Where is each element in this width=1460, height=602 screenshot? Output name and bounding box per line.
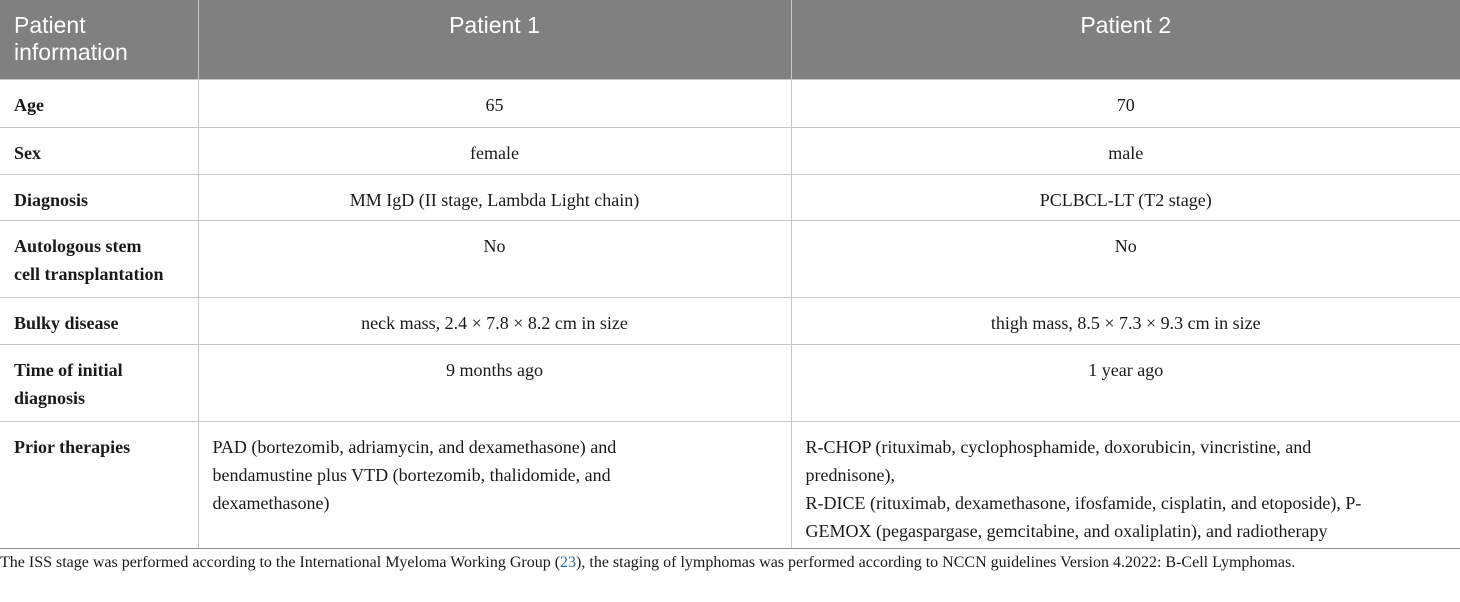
value-line: R-CHOP (rituximab, cyclophosphamide, doxorubicin, vincristine, and xyxy=(805,436,1312,457)
row-label-line: Prior therapies xyxy=(14,436,131,457)
table-header-row xyxy=(0,0,1460,79)
table-row-time-of-initial-diagnosis xyxy=(0,344,1460,421)
table-row-bulky-disease xyxy=(0,297,1460,344)
header-patient-2: Patient 2 xyxy=(791,0,1460,79)
patient-2-value xyxy=(791,79,1460,127)
patient-1-value xyxy=(198,297,791,344)
row-label-line: cell transplantation xyxy=(14,263,164,284)
value-line: bendamustine plus VTD (bortezomib, thalidomide, and xyxy=(212,464,611,485)
patient-1-value xyxy=(198,344,791,421)
patient-2-value xyxy=(791,344,1460,421)
value-line: 1 year ago xyxy=(1088,359,1164,380)
header-line: Patient xyxy=(14,12,86,38)
row-label xyxy=(0,220,198,297)
row-label-line: Autologous stem xyxy=(14,235,142,256)
row-label xyxy=(0,297,198,344)
patient-2-value xyxy=(791,220,1460,297)
table-row-diagnosis xyxy=(0,174,1460,220)
table-row-autologous-stem-cell-transplantation xyxy=(0,220,1460,297)
header-patient-1: Patient 1 xyxy=(198,0,791,79)
patient-2-value xyxy=(791,174,1460,220)
footnote-text: ), the staging of lymphomas was performed according to NCCN guidelines Version 4.2022: B-Cell Lymphomas. xyxy=(576,554,1296,571)
row-label xyxy=(0,344,198,421)
row-label-line: Time of initial xyxy=(14,359,123,380)
patient-2-value xyxy=(791,127,1460,174)
value-line: No xyxy=(483,235,506,256)
value-line: neck mass, 2.4 × 7.8 × 8.2 cm in size xyxy=(361,312,628,333)
table-row-prior-therapies xyxy=(0,421,1460,548)
header-line: information xyxy=(14,39,128,65)
header-patient-information xyxy=(0,0,198,79)
table-row-sex xyxy=(0,127,1460,174)
value-line: PCLBCL-LT (T2 stage) xyxy=(1039,189,1212,210)
value-line: prednisone), xyxy=(805,464,895,485)
value-line: female xyxy=(470,142,519,163)
row-label-line: Diagnosis xyxy=(14,189,89,210)
patient-1-value xyxy=(198,421,791,548)
patient-2-value xyxy=(791,297,1460,344)
patient-1-value xyxy=(198,127,791,174)
table-footnote xyxy=(0,551,1456,575)
value-line: GEMOX (pegaspargase, gemcitabine, and oxaliplatin), and radiotherapy xyxy=(805,520,1328,541)
value-line: No xyxy=(1114,235,1137,256)
patient-2-value xyxy=(791,421,1460,548)
row-label xyxy=(0,127,198,174)
footnote-text: The ISS stage was performed according to the International Myeloma Working Group ( xyxy=(0,554,561,571)
value-line: 65 xyxy=(485,94,504,115)
row-label-line: Bulky disease xyxy=(14,312,119,333)
patient-1-value xyxy=(198,174,791,220)
table-row-age xyxy=(0,79,1460,127)
value-line: 9 months ago xyxy=(446,359,543,380)
row-label xyxy=(0,421,198,548)
value-line: thigh mass, 8.5 × 7.3 × 9.3 cm in size xyxy=(990,312,1261,333)
value-line: dexamethasone) xyxy=(212,492,330,513)
reference-link[interactable]: 23 xyxy=(560,554,577,571)
patient-1-value xyxy=(198,79,791,127)
row-label-line: Age xyxy=(14,94,44,115)
row-label-line: Sex xyxy=(14,142,41,163)
value-line: MM IgD (II stage, Lambda Light chain) xyxy=(349,189,640,210)
patient-1-value xyxy=(198,220,791,297)
row-label xyxy=(0,79,198,127)
value-line: PAD (bortezomib, adriamycin, and dexamethasone) and xyxy=(212,436,617,457)
row-label-line: diagnosis xyxy=(14,387,86,408)
value-line: 70 xyxy=(1116,94,1135,115)
value-line: male xyxy=(1108,142,1144,163)
row-label xyxy=(0,174,198,220)
value-line: R-DICE (rituximab, dexamethasone, ifosfamide, cisplatin, and etoposide), P- xyxy=(805,492,1362,513)
